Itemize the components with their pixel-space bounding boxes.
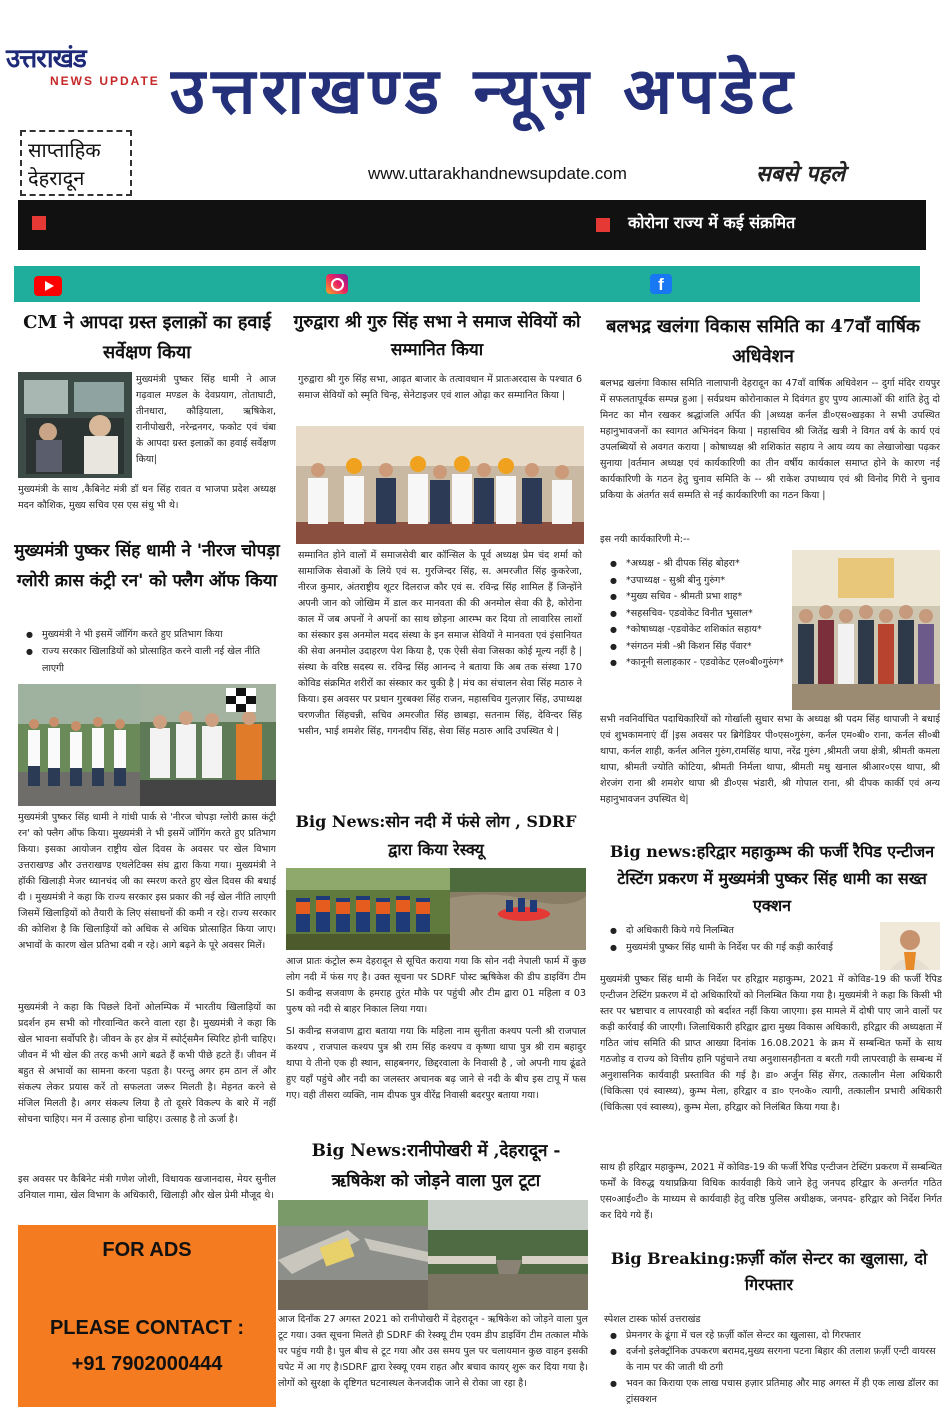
article-body: SI कवीन्द्र सजवाण द्वारा बताया गया कि महिला नाम सुनीता कश्यप पत्नी श्री राजपाल कश्यप , राजपाल कश्यप पुत्र श्री राम सिंह कश्यप व कृष्णा थापा पुत्र श्री राम बहादुर थापा ये तीनो एक ही स्थान, साहबनगर, छिद्दरवाला के निवासी है , जो अपनी गाय ढूंढते हुए यहाँ पहुंचे और नदी का जलस्तर अचानक बढ़ जाने से नदी के बीच इस टापू में फस गए। वही तीसरा व्यक्ति, नाम दीपक पुत्र वीरेंद्र निवासी बदरपुर बताया गया। [286, 1026, 586, 1101]
article-body: मुख्यमंत्री ने कहा कि पिछले दिनों ओलम्पिक में भारतीय खिलाड़ियों का प्रदर्शन हम सभी को गौरवान्वित करने वाला रहा है। मुख्यमंत्री ने कहा कि खेल भावना सर्वोपरि है। जीवन के हर क्षेत्र में स्पोर्ट्समैन स्पिरिट होनी चाहिए। जीवन में भी खेल की तरह कभी आगे बढते हैं कभी पीछे हटते हैं। जीवन में बहुत से अभावों का सामना करना पड़ता है। परन्तु अगर हम ठान लें और संकल्प लेकर प्रयास करें तो सफलता जरूर मिलती है। मेहनत करने से मंजिल मिलती है। अगर संकल्प लिया है तो दूसरे विकल्प के बारे में नहीं सोचना चाहिए। मन में उत्साह होना चाहिए। उत्साह है तो ऊर्जा है। [18, 1002, 276, 1125]
tagline: सबसे पहले [756, 161, 846, 187]
cross-country-run-photo [18, 684, 140, 806]
list-item: ● मुख्यमंत्री पुष्कर सिंह धामी के निर्देश पर की गई कड़ी कार्रवाई [604, 939, 874, 956]
article-headline[interactable]: गुरुद्वारा श्री गुरु सिंह सभा ने समाज सेवियों को सम्मानित किया [293, 312, 581, 360]
article-headline[interactable]: बलभद्र खलंगा विकास समिति का 47वाँ वार्षिक अधिवेशन [606, 316, 920, 367]
felicitation-photo [296, 426, 584, 544]
list-item: ● दर्जनो इलेक्ट्रॉनिक उपकरण बरामद,मुख्य सरगना पटना बिहार की तलाश फ़र्ज़ी एन्टी वायरस के नाम पर की जाती थी ठगी [604, 1344, 942, 1376]
bullet-list [604, 1328, 942, 1408]
article-body: आज दिनाँक 27 अगस्त 2021 को रानीपोखरी में देहरादून - ऋषिकेश को जोड़ने वाला पुल टूट गया। उक्त सूचना मिलते ही SDRF की रेस्क्यू टीम एवम डीप डाइविंग टीम तत्काल मौके पर पहुंच गयी है। पुल बीच से टूट गया और उस समय पुल पर चलायमान कुछ वाहन इसकी चपेट में आ गए है।SDRF द्वारा रेस्क्यू एवम राहत और बचाव कायर् शुरू कर दिया गया है।लोगों को सुरक्षा के दृष्टिगत घटनास्थल केनजदीक जाने से रोका जा रहा है। [278, 1314, 588, 1389]
list-item: ● *कोषाध्यक्ष -एडवोकेट शशिकांत सहाय* [604, 622, 788, 639]
logo-hindi-text: उत्तराखंड [6, 44, 86, 74]
article-headline[interactable]: मुख्यमंत्री पुष्कर सिंह धामी ने 'नीरज चोपड़ा ग्लोरी क्रास कंट्री रन' को फ्लैग ऑफ किया [14, 541, 280, 591]
logo-english-text: NEWS UPDATE [50, 74, 160, 88]
ads-phone-number[interactable]: +91 7902000444 [71, 1353, 223, 1375]
article-body: बलभद्र खलंगा विकास समिति नालापानी देहरादून का 47वाँ वार्षिक अधिवेशन -- दुर्गा मंदिर रायपुर में सफलतापूर्वक सम्पन्न हुआ | सर्वप्रथम कोरोनाकाल मे दिवंगत हुए पुण्य आत्माओं की शांति हेतु दो मिनट का मौन रखकर श्रद्धांजलि अर्पित की |अध्यक्ष कर्नल डी०एस०खड़का ने सभी उपस्थित महानुभावजनों का स्वागत अभिनंदन किया | महासचिव श्री जितेंद्र खत्री ने विगत वर्ष के कार्य एवं उपलब्धियों से अवगत कराया | कोषाध्यक्ष श्री शशिकांत सहाय ने आय व्यय का लेखाजोखा पढ़कर सुनाया |वर्तमान अध्यक्ष एवं कार्यकारिणी का तीन वर्षीय कार्यकाल समाप्त होने के कारण नई कार्यकारिणी के गठन हेतु चुनाव समिति के -- श्री राकेश उपाध्याय एवं श्री विनोद गिरी ने चुनाव प्रकिया के अंतर्गत सर्व सम्मति से नई कार्यकारिणी का गठन किया | [600, 378, 940, 501]
list-item: ● राज्य सरकार खिलाडियों को प्रोत्साहित करने वाली नई खेल नीति लाएगी [20, 643, 278, 677]
article-caption: मुख्यमंत्री के साथ ,कैबिनेट मंत्री डॉ धन सिंह रावत व भाजपा प्रदेश अध्यक्ष मदन कौशिक, मुख्य सचिव एस एस संधु भी थे। [18, 484, 276, 511]
article-body: आज प्रातः कंट्रोल रूम देहरादून से सूचित कराया गया कि सोन नदी नेपाली फार्म में कुछ लोग नदी में फंस गए है। उक्त सूचना पर SDRF पोस्ट ऋषिकेश की डीप डाइविंग टीम SI कवीन्द्र सजवाण के हमराह तुरंत मौके पर पहुंची और टीम द्वारा 01 महिला व 03 पुरुष को नदी से बाहर निकाल लिया गया। [286, 956, 586, 1015]
list-item: ● *सहसचिव- एडवोकेट विनीत भुसाल* [604, 606, 788, 623]
bullet-list [20, 626, 278, 677]
sdrf-team-photo [286, 868, 450, 950]
article-body: इस अवसर पर कैबिनेट मंत्री गणेश जोशी, विधायक खजानदास, मेयर सुनील उनियाल गामा, खेल विभाग के अधिकारी, खिलाड़ी और खेल प्रेमी मौजूद थे। [18, 1174, 276, 1201]
article-body: सम्मानित होने वालों में समाजसेवी बार कॉन्सिल के पूर्व अध्यक्ष प्रेम चंद शर्मा को सामाजिक सेवाओं के लिये एवं स. गुरजिन्दर सिंह, स. अमरजीत सिंह कुकरेजा, नीरज कुमार, अंतराष्ट्रीय शूटर दिलराज कौर एवं स. रविन्द्र सिंह शामिल हैं जिन्होंने अपनी जान को जोखिम में डाल कर मानवता की की अनमोल सेवा की है, कोरोना काल में जब अपनों ने अपनों का साथ छोड़ना आरम्भ कर दिया तो लावारिस लाशों का संस्कार इस अनमोल मदद संस्था के इन समाज सेवियों ने मानवता एवं इंसानियत की सेवा अनमोल उदाहरण पेश किया है, एक ऐसी सेवा जिसका कोई मूल्य नहीं है | संस्था के वरिष्ठ सदस्य स. रविन्द्र सिंह आनन्द ने बताया कि अब तक संस्था 170 कोविड संक्रमित शरीरों का संस्कार कर चुकी है | मंच का संचालन सेवा सिंह मठारु ने किया। इस अवसर पर प्रधान गुरबक्श सिंह राजन, महासचिव गुलज़ार सिंह, उपाध्यक्ष चरणजीत सिंहचन्नी, सचिव अमरजीत सिंह छाबड़ा, सतनाम सिंह, देविन्दर सिंह भसीन, भाई शमशेर सिंह, गगनदीप सिंह, सेवा सिंह मठारु आदि उपस्थित थे | [298, 550, 582, 737]
list-item: ● *कानूनी सलाहकार - एडवोकेट एल०बी०गुरुंग* [604, 655, 788, 672]
list-item: ● *संगठन मंत्री -श्री किशन सिंह पँवार* [604, 639, 788, 656]
helicopter-survey-photo [18, 372, 132, 478]
list-item: ● भवन का किराया एक लाख पचास हज़ार प्रतिमाह और माह अगस्त में ही एक लाख डॉलर का ट्रांसक्शन [604, 1376, 942, 1408]
bullet-list [604, 922, 874, 956]
ads-heading: FOR ADS [102, 1239, 192, 1261]
article-byline: स्पेशल टास्क फोर्स उत्तराखंड [604, 1314, 701, 1325]
article-headline[interactable]: Big news:हरिद्वार महाकुम्भ की फर्जी रैपिड एन्टीजन टेस्टिंग प्रकरण में मुख्यमंत्री पुष्कर सिंह धामी का सख्त एक्शन [609, 842, 935, 915]
article-headline[interactable]: Big News:रानीपोखरी में ,देहरादून - ऋषिकेश को जोड़ने वाला पुल टूटा [311, 1141, 561, 1191]
article-body: गुरुद्वारा श्री गुरु सिंह सभा, आढ़त बाजार के तत्वावधान में प्रातःअरदास के पश्चात 6 समाज सेवियों को स्मृति चिन्ह, सेनेटाइजर एवं शाल ओढ़ा कर सम्मानित किया | [298, 374, 582, 401]
list-title: इस नयी कार्यकारिणी मे:-- [600, 534, 690, 545]
article-body: मुख्यमंत्री पुष्कर सिंह धामी ने गांधी पार्क से 'नीरज चोपड़ा ग्लोरी क्रास कंट्री रन' को फ्लैग ऑफ किया। मुख्यमंत्री ने भी इसमें जॉगिंग करते हुए प्रतिभाग किया। इसका आयोजन राष्ट्रीय खेल दिवस के अवसर पर खेल विभाग उत्तराखण्ड और उत्तराखण्ड एथलेटिक्स संघ द्वारा किया गया। मुख्यमंत्री ने हॉकी खिलाड़ी मेजर ध्यानचंद जी का स्मरण करते हुए खेल दिवस की बधाई दी । मुख्यमंत्री ने कहा कि राज्य सरकार इस प्रकार की नई खेल नीति लाएगी जिसमें खिलाड़ियों को तैयारी के लिए संसाधनों की कमी न रहे। राज्य सरकार की कोशिश है कि खिलाड़ियों को अधिक से अधिक प्रोत्साहित किया जाए। अभावों के कारण खेल प्रतिभा दबी न रहे। आगे बढ़ने के पूरे अवसर मिलें। [18, 812, 276, 951]
article-body: साथ ही हरिद्वार महाकुम्भ, 2021 में कोविड-19 की फर्जी रैपिड एन्टीजन टेस्टिंग प्रकरण में सम्बन्धित फर्मों के विरुद्ध यथाप्रक्रिया विधिक कार्यवाही किये जाने हेतु जनपद हरिद्वार के अन्तर्गत गठित एस०आई०टी० के माध्यम से कार्यवाही हेतु वरिष्ठ पुलिस अधीक्षक, जनपद- हरिद्वार को निर्देश निर्गत कर दिये गये हैं। [600, 1162, 942, 1221]
list-item: ● *अध्यक्ष - श्री दीपक सिंह बोहरा* [604, 556, 788, 573]
ticker-marker-icon [32, 216, 46, 230]
article-body: सभी नवनिर्वाचित पदाधिकारियों को गोर्खाली सुधार सभा के अध्यक्ष श्री पदम सिंह थापाजी ने बधाई एवं शुभकामनाएं दीं |इस अवसर पर ब्रिगेडियर पी०एस०गुरुंग, कर्नल एम०बी० राना, कर्नल सी०बी थापा, कर्नल शाही, कर्नल अनिल गुरुंग,रामसिंह थापा, नरेंद्र गुरुंग ,श्रीमती जया क्षेत्री, श्रीमती कमला थापा, श्रीमती ज्योति कोटिया, श्रीमती निर्मला थापा, श्रीमती मधु खनाल श्रीआर०एस थापा, श्री शेरजंग राना श्री शमशेर थापा श्री डी०एस भंडारी, श्री गोपाल राना, श्री दीपक कार्की एवं अन्य महानुभावजन उपस्थित थे| [600, 714, 940, 805]
ticker-marker-icon [596, 218, 610, 232]
facebook-icon[interactable]: f [650, 274, 672, 294]
newspaper-title: उत्तराखण्ड न्यूज़ अपडेट [170, 55, 799, 129]
advertisement-box[interactable] [18, 1225, 276, 1407]
social-bar [14, 266, 920, 302]
committee-list [604, 556, 788, 672]
news-ticker [18, 200, 926, 250]
list-item: ● दो अधिकारी किये गये निलम्बित [604, 922, 874, 939]
river-rescue-photo [450, 868, 586, 950]
instagram-icon[interactable] [326, 274, 348, 294]
flag-off-photo [140, 684, 276, 806]
article-body: मुख्यमंत्री पुष्कर सिंह धामी के निर्देश पर हरिद्वार महाकुम्भ, 2021 में कोविड-19 की फर्जी रैपिड एन्टीजन टेस्टिंग प्रकरण में दो अधिकारियों को निलम्बित किया गया है। मुख्यमंत्री ने कहा कि किसी भी स्तर पर भ्रष्टाचार व लापरवाही को बर्दाश्त नहीं किया जाएगा। इस मामले में दोषी पाए जाने वालों पर कड़ी कार्रवाई की जाएगी। जिलाधिकारी हरिद्वार द्वारा मुख्य विकास अधिकारी, हरिद्वार की अध्यक्षता में गठित जांच समिति की प्राप्त आख्या दिनांक 16.08.2021 के क्रम में सम्बन्धित फर्मो के साथ गठजोड़ व राज्य को वित्तीय हानि पहुंचाने तथा अनुशासनहीनता व बरती गयी लापरवाही के सम्बन्ध में अनुशासनिक कार्यवाही प्रस्तावित की गई है। डा० अर्जुन सिंह सेंगर, तत्कालीन मेला अधिकारी (चिकित्सा एवं स्वास्थ्य), कुम्भ मेला, हरिद्वार व डा० एन०के० त्यागी, तत्कालीन प्रभारी अधिकारी (चिकित्सा एवं स्वास्थ्य), कुम्भ मेला, हरिद्वार को निलंबित किया गया है। [600, 974, 942, 1113]
chief-minister-photo [880, 922, 940, 970]
youtube-icon[interactable] [34, 276, 62, 296]
committee-group-photo [792, 550, 940, 710]
ticker-headline[interactable]: कोरोना राज्य में कई संक्रमित [628, 213, 796, 232]
article-headline[interactable]: CM ने आपदा ग्रस्त इलाक़ों का हवाई सर्वेक्षण किया [23, 312, 271, 363]
list-item: ● *उपाध्यक्ष - सुश्री बीनु गुरुंग* [604, 573, 788, 590]
edition-city: देहरादून [28, 166, 85, 190]
list-item: ● *मुख्य सचिव - श्रीमती प्रभा शाह* [604, 589, 788, 606]
article-body: मुख्यमंत्री पुष्कर सिंह धामी ने आज गढ़वाल मण्डल के देवप्रयाग, तोताघाटी, तीनधारा, कौड़ियाला, ऋषिकेश, रानीपोखरी, नरेन्द्रनगर, फकोट एवं चंबा के आपदा ग्रस्त इलाक़ों का हवाई सर्वेक्षण किया| [136, 374, 276, 465]
list-item: ● प्रेमनगर के ढूंगा में चल रहे फ़र्ज़ी कॉल सेन्टर का खुलासा, दो गिरफ्तार [604, 1328, 942, 1344]
edition-box [20, 130, 132, 196]
masthead-logo[interactable] [6, 46, 166, 96]
broken-bridge-aerial-photo [428, 1200, 588, 1310]
edition-frequency: साप्ताहिक [28, 138, 101, 162]
ads-contact-label: PLEASE CONTACT : [49, 1317, 245, 1339]
article-headline[interactable]: Big Breaking:फ़र्ज़ी कॉल सेन्टर का खुलासा, दो गिरफ्तार [610, 1249, 928, 1294]
list-item: ● मुख्यमंत्री ने भी इसमें जॉगिंग करते हुए प्रतिभाग किया [20, 626, 278, 643]
bridge-collapse-photo [278, 1200, 428, 1310]
article-headline[interactable]: Big News:सोन नदी में फंसे लोग , SDRF द्वारा किया रेस्क्यू [295, 812, 577, 859]
website-link[interactable]: www.uttarakhandnewsupdate.com [368, 164, 627, 183]
